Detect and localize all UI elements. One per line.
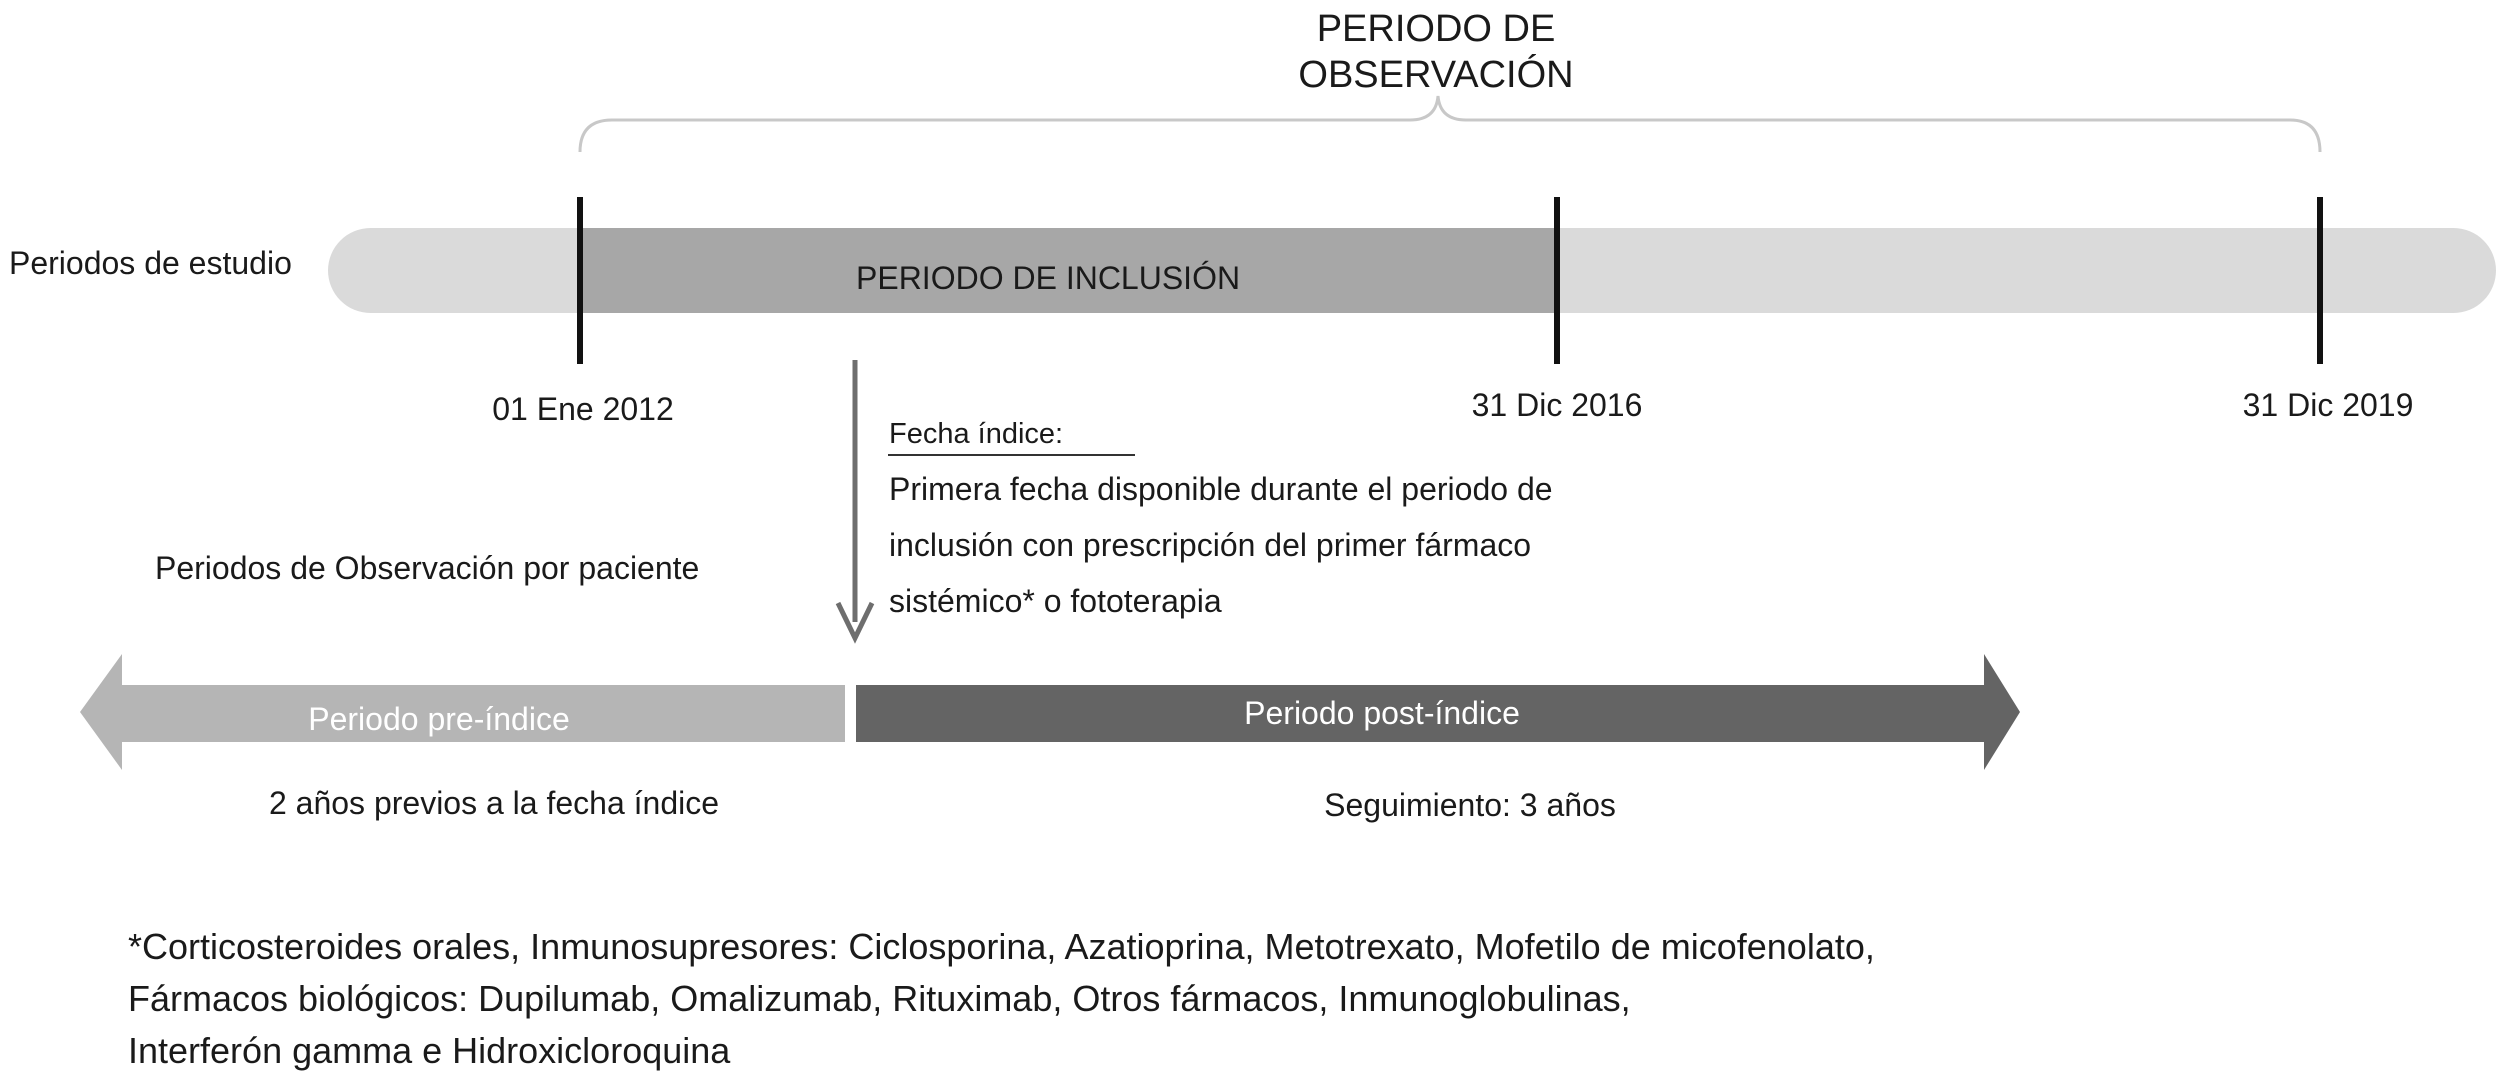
index-date-line-2: inclusión con prescripción del primer fármaco bbox=[889, 527, 1532, 563]
tick-start-2012 bbox=[577, 197, 583, 364]
tick-end-observation-2019 bbox=[2317, 197, 2323, 364]
observation-title bbox=[1298, 6, 1573, 98]
pre-index-caption: 2 años previos a la fecha índice bbox=[268, 785, 720, 821]
observation-bracket bbox=[580, 96, 2320, 152]
footnote-line-2: Fármacos biológicos: Dupilumab, Omalizumab, Rituximab, Otros fármacos, Inmunoglobulinas, bbox=[128, 978, 1631, 1019]
index-date-description bbox=[889, 461, 1649, 629]
footnote-line-3: Interferón gamma e Hidroxicloroquina bbox=[128, 1030, 731, 1071]
tick-end-inclusion-2016 bbox=[1554, 197, 1560, 364]
post-index-caption: Seguimiento: 3 años bbox=[1324, 787, 1616, 823]
inclusion-period-label: PERIODO DE INCLUSIÓN bbox=[856, 260, 1241, 296]
date-end-observation: 31 Dic 2019 bbox=[2242, 387, 2414, 423]
footnote-line-1: *Corticosteroides orales, Inmunosupresores: Ciclosporina, Azatioprina, Metotrexato, Mofetilo de micofenolato, bbox=[128, 926, 1875, 967]
observation-title-line-2: OBSERVACIÓN bbox=[1298, 54, 1574, 96]
index-date-line-3: sistémico* o fototerapia bbox=[889, 583, 1222, 619]
post-index-label: Periodo post-índice bbox=[1244, 695, 1520, 731]
study-periods-label: Periodos de estudio bbox=[9, 245, 292, 281]
index-date-line-1: Primera fecha disponible durante el periodo de bbox=[889, 471, 1553, 507]
index-date-heading: Fecha índice: bbox=[889, 418, 1064, 450]
pre-index-label: Periodo pre-índice bbox=[308, 701, 570, 737]
index-date-arrow bbox=[838, 360, 872, 638]
footnote bbox=[128, 921, 2428, 1077]
patient-periods-label: Periodos de Observación por paciente bbox=[155, 550, 700, 586]
date-end-inclusion: 31 Dic 2016 bbox=[1471, 387, 1643, 423]
date-start: 01 Ene 2012 bbox=[492, 391, 674, 427]
observation-title-line-1: PERIODO DE bbox=[1316, 8, 1556, 50]
